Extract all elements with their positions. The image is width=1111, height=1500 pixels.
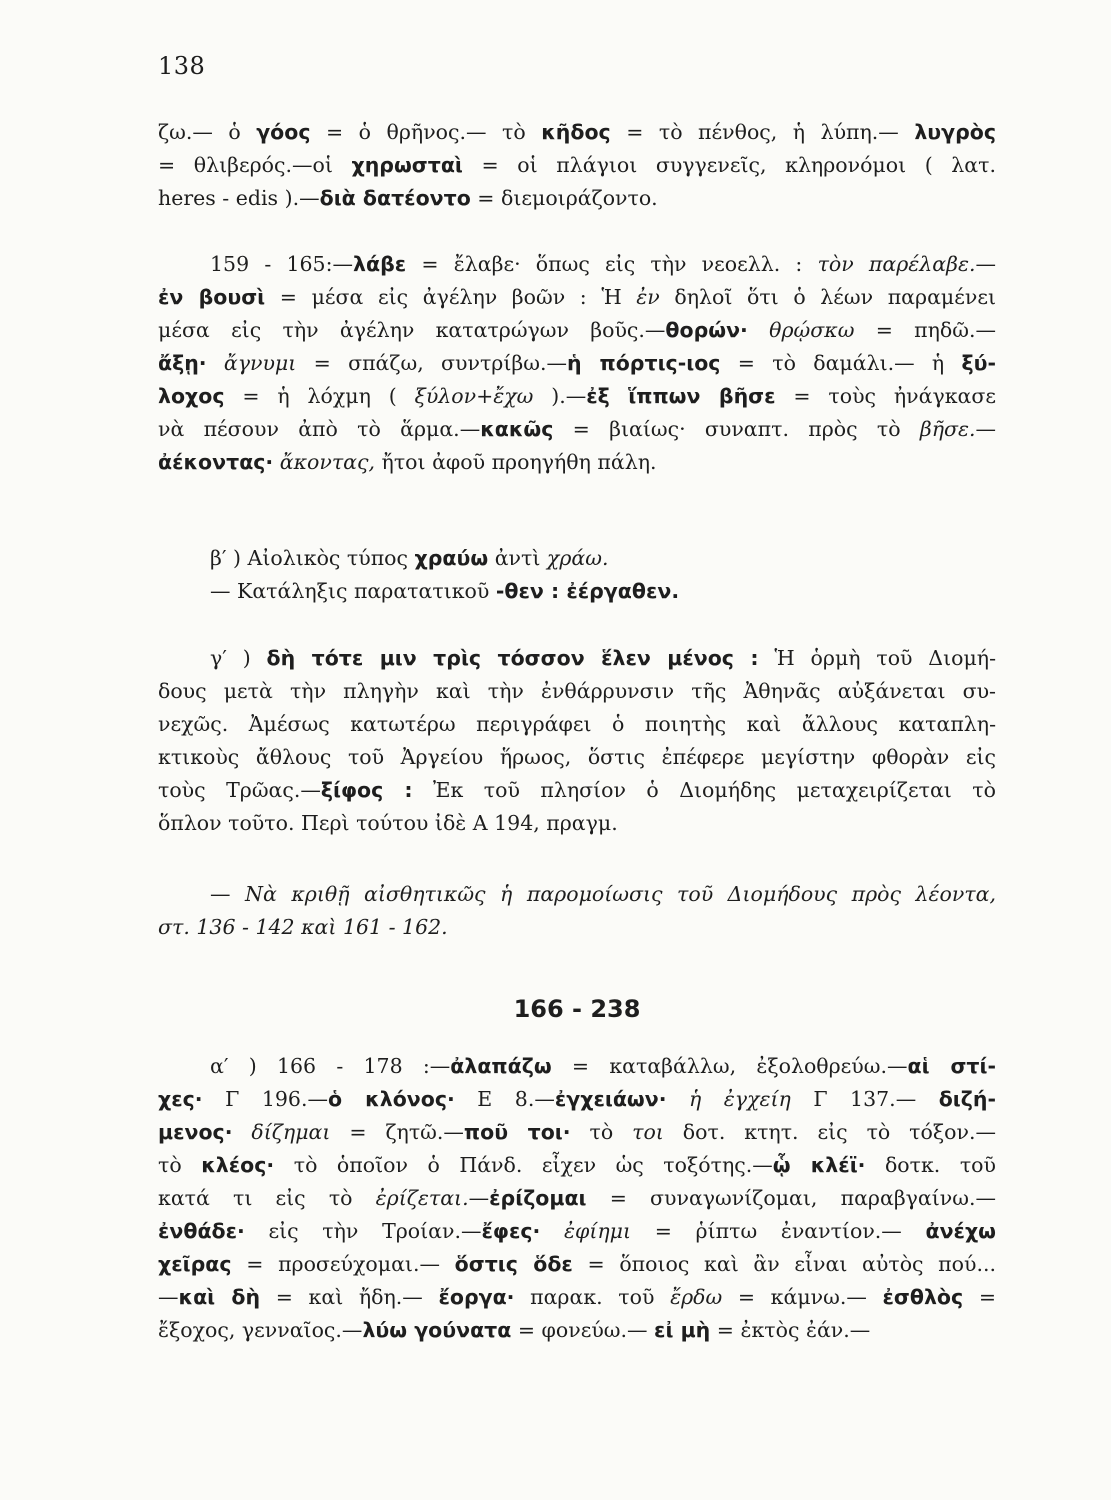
bold-term: ἐνθάδε· bbox=[158, 1219, 245, 1243]
text-run: = ῥίπτω ἐναντίον.— bbox=[631, 1219, 926, 1243]
text-run: heres - edis ).— bbox=[158, 186, 320, 210]
text-run: = οἱ πλάγιοι συγγενεῖς, κληρονόμοι ( λατ. bbox=[462, 153, 996, 177]
text-line bbox=[158, 1083, 996, 1116]
text-line bbox=[158, 1116, 996, 1149]
italic-term: θρῴσκω bbox=[769, 318, 855, 342]
text-run: ).— bbox=[533, 384, 587, 408]
text-line bbox=[158, 1248, 996, 1281]
text-run: = ἔλαβε· ὅπως εἰς τὴν νεοελλ. : bbox=[406, 252, 818, 276]
bold-term: γόος bbox=[256, 120, 311, 144]
bold-term: -θεν : ἐέργαθεν. bbox=[495, 579, 680, 603]
bold-term: δὴ τότε μιν τρὶς τόσσον ἕλεν μένος : bbox=[266, 646, 759, 670]
text-line bbox=[158, 149, 996, 182]
text-line bbox=[158, 1182, 996, 1215]
text-run: = κάμνω.— bbox=[722, 1285, 883, 1309]
text-run: — bbox=[468, 1186, 490, 1210]
text-run: — bbox=[158, 1285, 179, 1309]
text-line bbox=[158, 911, 996, 944]
bold-term: διζή- bbox=[938, 1087, 996, 1111]
text-line bbox=[158, 446, 996, 479]
text-run: Ἐκ τοῦ πλησίον ὁ Διομήδης μεταχειρίζεται τὸ bbox=[412, 778, 996, 802]
bold-term: χες· bbox=[158, 1087, 203, 1111]
text-run: = μέσα εἰς ἀγέλην βοῶν : Ἡ bbox=[265, 285, 637, 309]
text-run bbox=[540, 1219, 564, 1243]
bold-term: ἐγχειάων· bbox=[554, 1087, 667, 1111]
text-run: 159 - 165:— bbox=[210, 252, 354, 276]
text-run: = προσεύχομαι.— bbox=[231, 1252, 455, 1276]
bold-term: κῆδος bbox=[541, 120, 611, 144]
italic-term: ἐρίζεται. bbox=[375, 1186, 469, 1210]
bold-term: λάβε bbox=[353, 252, 407, 276]
bold-term: λοχος bbox=[158, 384, 225, 408]
text-run: = διεμοιράζοντο. bbox=[470, 186, 658, 210]
italic-term: βῆσε. bbox=[919, 417, 976, 441]
text-run: τὸ bbox=[570, 1120, 633, 1144]
bold-term: θορών· bbox=[665, 318, 748, 342]
text-line bbox=[158, 741, 996, 774]
text-line bbox=[158, 675, 996, 708]
text-line bbox=[158, 1050, 996, 1083]
paragraph-beta bbox=[158, 542, 996, 608]
bold-term: ἐξ ἵππων βῆσε bbox=[586, 384, 776, 408]
text-run: = ζητῶ.— bbox=[330, 1120, 464, 1144]
text-run: — Κατάληξις παρατατικοῦ bbox=[210, 579, 496, 603]
bold-term: λυγρὸς bbox=[914, 120, 996, 144]
text-line bbox=[158, 1149, 996, 1182]
text-line bbox=[158, 248, 996, 281]
text-run: — bbox=[210, 882, 246, 906]
text-run: = θλιβερός.—οἱ bbox=[158, 153, 352, 177]
text-line bbox=[158, 542, 996, 575]
text-run: Ἡ ὁρμὴ τοῦ Διομή- bbox=[758, 646, 996, 670]
text-run: = σπάζω, συντρίβω.— bbox=[296, 351, 567, 375]
text-run: = φονεύω.— bbox=[511, 1318, 655, 1342]
text-run: κατά τι εἰς τὸ bbox=[158, 1186, 376, 1210]
bold-term: καὶ δὴ bbox=[178, 1285, 261, 1309]
text-run: — bbox=[975, 252, 996, 276]
text-run: δοτ. κτητ. εἰς τὸ τόξον.— bbox=[663, 1120, 996, 1144]
italic-term: ἄγνυμι bbox=[223, 351, 297, 375]
text-line bbox=[158, 347, 996, 380]
text-line bbox=[158, 413, 996, 446]
bold-term: χραύω bbox=[414, 546, 489, 570]
italic-term: χράω. bbox=[546, 546, 609, 570]
text-run: τοὺς Τρῶας.— bbox=[158, 778, 321, 802]
text-line bbox=[158, 1215, 996, 1248]
bold-term: μενος· bbox=[158, 1120, 233, 1144]
text-run: ἔξοχος, γενναῖος.— bbox=[158, 1318, 363, 1342]
text-line bbox=[158, 575, 996, 608]
bold-term: ἡ πόρτις-ιος bbox=[566, 351, 721, 375]
bold-term: ἔφες· bbox=[481, 1219, 541, 1243]
bold-term: ᾧ κλέϊ· bbox=[772, 1153, 866, 1177]
bold-term: ἐσθλὸς bbox=[882, 1285, 964, 1309]
text-run: τὸ ὁποῖον ὁ Πάνδ. εἶχεν ὡς τοξότης.— bbox=[274, 1153, 773, 1177]
bold-term: χεῖρας bbox=[158, 1252, 232, 1276]
paragraph-alpha-166-178 bbox=[158, 1050, 996, 1347]
text-line bbox=[158, 878, 996, 911]
text-run: = ὅποιος καὶ ἂν εἶναι αὐτὸς πού... bbox=[572, 1252, 996, 1276]
text-run: = καταβάλλω, ἐξολοθρεύω.— bbox=[551, 1054, 908, 1078]
bold-term: ἄξῃ· bbox=[158, 351, 207, 375]
text-run: ἀντὶ bbox=[488, 546, 547, 570]
text-run: = βιαίως· συναπτ. πρὸς τὸ bbox=[553, 417, 920, 441]
bold-term: ἀέκοντας· bbox=[158, 450, 274, 474]
text-run: δηλοῖ ὅτι ὁ λέων παραμένει bbox=[659, 285, 996, 309]
paragraph-glossary-1 bbox=[158, 116, 996, 215]
text-run: β′ ) Αἰολικὸς τύπος bbox=[210, 546, 415, 570]
paragraph-note-italic bbox=[158, 878, 996, 944]
text-run: δοτκ. τοῦ bbox=[865, 1153, 996, 1177]
italic-term: τοι bbox=[632, 1120, 664, 1144]
text-run: γ′ ) bbox=[210, 646, 267, 670]
text-run: τὸ bbox=[158, 1153, 202, 1177]
bold-term: κλέος· bbox=[201, 1153, 275, 1177]
text-run: = καὶ ἤδη.— bbox=[260, 1285, 439, 1309]
italic-term: δίζημαι bbox=[251, 1120, 331, 1144]
text-run: — bbox=[975, 417, 996, 441]
text-line bbox=[158, 1314, 996, 1347]
page-number: 138 bbox=[158, 52, 206, 80]
italic-term: ἄκοντας, bbox=[279, 450, 376, 474]
text-run bbox=[207, 351, 224, 375]
text-run: ζω.— ὁ bbox=[158, 120, 257, 144]
text-run: = ἡ λόχμη ( bbox=[224, 384, 415, 408]
text-run: Ε 8.— bbox=[454, 1087, 555, 1111]
text-run: = τὸ πένθος, ἡ λύπη.— bbox=[610, 120, 915, 144]
text-line bbox=[158, 774, 996, 807]
text-run: = bbox=[963, 1285, 996, 1309]
text-run: = τὸ δαμάλι.— ἡ bbox=[720, 351, 962, 375]
text-run bbox=[667, 1087, 690, 1111]
text-run: δους μετὰ τὴν πληγὴν καὶ τὴν ἐνθάρρυνσιν τῆς Ἀθηνᾶς αὐξάνεται συ- bbox=[158, 679, 996, 703]
bold-term: ἐν βουσὶ bbox=[158, 285, 266, 309]
text-run: = τοὺς ἠνάγκασε bbox=[775, 384, 996, 408]
italic-term: στ. 136 - 142 καὶ 161 - 162. bbox=[158, 915, 448, 939]
bold-term: εἰ μὴ bbox=[654, 1318, 711, 1342]
bold-term: λύω γούνατα bbox=[362, 1318, 512, 1342]
text-line bbox=[158, 116, 996, 149]
bold-term: χηρωσταὶ bbox=[351, 153, 463, 177]
paragraph-lines-159-165 bbox=[158, 248, 996, 479]
italic-term: ξύλον+ἔχω bbox=[414, 384, 534, 408]
bold-term: ἀνέχω bbox=[925, 1219, 996, 1243]
text-run: = ὁ θρῆνος.— τὸ bbox=[310, 120, 542, 144]
bold-term: ἔοργα· bbox=[438, 1285, 515, 1309]
text-run bbox=[748, 318, 769, 342]
text-line bbox=[158, 708, 996, 741]
text-run: Γ 137.— bbox=[790, 1087, 939, 1111]
text-line bbox=[158, 1281, 996, 1314]
bold-term: κακῶς bbox=[480, 417, 554, 441]
text-run: εἰς τὴν Τροίαν.— bbox=[244, 1219, 482, 1243]
text-run: Γ 196.— bbox=[202, 1087, 328, 1111]
text-line bbox=[158, 380, 996, 413]
text-run: α′ ) 166 - 178 :— bbox=[210, 1054, 451, 1078]
text-line bbox=[158, 807, 996, 840]
text-run: ὅπλον τοῦτο. Περὶ τούτου ἰδὲ Α 194, πραγμ. bbox=[158, 811, 618, 835]
italic-term: ἐφίημι bbox=[563, 1219, 632, 1243]
bold-term: διὰ δατέοντο bbox=[319, 186, 471, 210]
bold-term: ὅστις ὅδε bbox=[454, 1252, 573, 1276]
bold-term: ὁ κλόνος· bbox=[327, 1087, 455, 1111]
text-run: παρακ. τοῦ bbox=[514, 1285, 671, 1309]
bold-term: ἐρίζομαι bbox=[489, 1186, 587, 1210]
italic-term: ἔρδω bbox=[670, 1285, 723, 1309]
paragraph-gamma bbox=[158, 642, 996, 840]
text-run: νὰ πέσουν ἀπὸ τὸ ἅρμα.— bbox=[158, 417, 481, 441]
text-line bbox=[158, 182, 996, 215]
italic-term: Νὰ κριθῇ αἰσθητικῶς ἡ παρομοίωσις τοῦ Διομήδους πρὸς λέοντα, bbox=[245, 882, 996, 906]
text-run: κτικοὺς ἄθλους τοῦ Ἀργείου ἥρωος, ὅστις ἐπέφερε μεγίστην φθορὰν εἰς bbox=[158, 745, 996, 769]
text-run: = πηδῶ.— bbox=[854, 318, 996, 342]
text-line bbox=[158, 314, 996, 347]
text-run: = συναγωνίζομαι, παραβγαίνω.— bbox=[586, 1186, 996, 1210]
text-run: = ἐκτὸς ἐάν.— bbox=[710, 1318, 871, 1342]
bold-term: αἱ στί- bbox=[907, 1054, 996, 1078]
text-run: νεχῶς. Ἀμέσως κατωτέρω περιγράφει ὁ ποιητὴς καὶ ἄλλους καταπλη- bbox=[158, 712, 996, 736]
bold-term: ποῦ τοι· bbox=[463, 1120, 571, 1144]
section-heading: 166 - 238 bbox=[513, 995, 641, 1023]
bold-term: ξύ- bbox=[961, 351, 996, 375]
text-line bbox=[158, 281, 996, 314]
italic-term: ἡ ἐγχείη bbox=[689, 1087, 791, 1111]
bold-term: ξίφος : bbox=[320, 778, 413, 802]
text-run: ἤτοι ἀφοῦ προηγήθη πάλη. bbox=[375, 450, 657, 474]
text-run: μέσα εἰς τὴν ἀγέλην κατατρώγων βοῦς.— bbox=[158, 318, 666, 342]
text-line bbox=[158, 642, 996, 675]
text-run bbox=[232, 1120, 251, 1144]
italic-term: τὸν παρέλαβε. bbox=[817, 252, 976, 276]
bold-term: ἀλαπάζω bbox=[450, 1054, 552, 1078]
italic-term: ἐν bbox=[636, 285, 660, 309]
